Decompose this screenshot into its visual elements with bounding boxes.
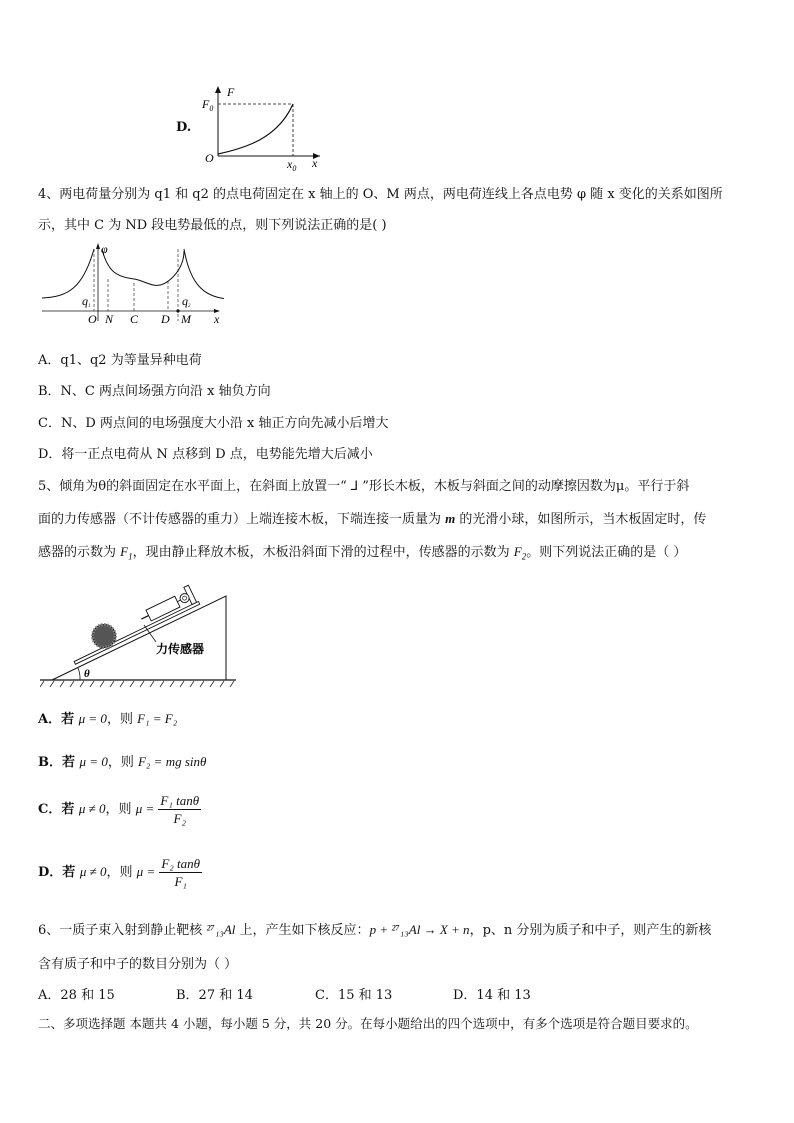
q5-option-a[interactable]: A．若 μ = 0，则 F₁ = F₂ xyxy=(38,711,178,727)
svg-text:φ: φ xyxy=(101,243,108,256)
theta-label: θ xyxy=(84,668,90,680)
q4-option-c[interactable]: C．N、D 两点间的电场强度大小沿 x 轴正方向先减小后增大 xyxy=(38,416,389,431)
q6-option-c[interactable]: C．15 和 13 xyxy=(315,988,393,1003)
svg-text:D: D xyxy=(161,312,170,325)
angle-arc xyxy=(78,668,80,680)
q5-option-d[interactable]: D．若 μ ≠ 0，则 μ = $\frac{\text{F₂ tanθ}}{\text{F₁}}$ xyxy=(38,856,201,889)
q5-stem-line3: 感器的示数为 $F_1$，现由静止释放木板，木板沿斜面下滑的过程中，传感器的示数为 $F_2$。则下列说法正确的是（ ） xyxy=(38,544,687,562)
section2-heading: 二、多项选择题 本题共 4 小题，每小题 5 分，共 20 分。在每小题给出的四个选项中，有多个选项是符合题目要求的。 xyxy=(38,1016,698,1031)
x0-label: $x_0$ xyxy=(287,157,297,172)
svg-text:x: x xyxy=(214,312,220,325)
svg-text:q2: q2 xyxy=(182,294,191,309)
svg-text:N: N xyxy=(105,312,114,325)
q6-stem-line1: 6、一质子束入射到静止靶核 ²⁷₁₃Al 上，产生如下核反应：p + ²⁷₁₃Al → X + n，p、n 分别为质子和中子，则产生的新核 xyxy=(38,922,712,938)
ground-hatch xyxy=(40,681,234,687)
force-displacement-graph xyxy=(196,82,336,172)
q6-option-a[interactable]: A．28 和 15 xyxy=(38,988,115,1003)
q6-option-b[interactable]: B．27 和 14 xyxy=(176,988,253,1003)
force-curve xyxy=(218,104,293,154)
svg-text:M: M xyxy=(181,312,191,325)
origin-label: O xyxy=(205,151,214,165)
force-sensor-body xyxy=(146,596,180,621)
ball xyxy=(93,625,116,648)
option-d-label: D. xyxy=(176,120,192,135)
svg-text:q1: q1 xyxy=(82,294,91,309)
middle-curve xyxy=(102,249,184,285)
q4-option-b[interactable]: B．N、C 两点间场强方向沿 x 轴负方向 xyxy=(38,384,271,399)
left-curve xyxy=(42,249,94,298)
y-axis-arrow xyxy=(215,86,221,93)
right-curve xyxy=(184,249,224,299)
q6-option-d[interactable]: D．14 和 13 xyxy=(453,988,531,1003)
svg-text:O: O xyxy=(88,312,97,325)
q4-option-a[interactable]: A．q1、q2 为等量异种电荷 xyxy=(38,353,202,368)
potential-graph xyxy=(38,243,224,325)
q4-option-d[interactable]: D．将一正点电荷从 N 点移到 D 点，电势能先增大后减小 xyxy=(38,447,373,462)
q5-option-b[interactable]: B．若 μ = 0，则 F₂ = mg sinθ xyxy=(38,754,207,770)
incline xyxy=(52,596,226,680)
force-sensor-label: 力传感器 xyxy=(156,642,205,656)
y-axis-label: F xyxy=(227,85,235,99)
q4-stem-line2: 示，其中 C 为 ND 段电势最低的点，则下列说法正确的是( ) xyxy=(38,218,387,233)
f0-label: $F_0$ xyxy=(202,97,214,113)
q5-d-fraction: $\frac{\text{F₂ tanθ}}{\text{F₁}}$ xyxy=(161,856,201,889)
q5-option-c[interactable]: C．若 μ ≠ 0，则 μ = $\frac{\text{F₁ tanθ}}{\text{F₂}}$ xyxy=(38,793,200,826)
q6-stem-line2: 含有质子和中子的数目分别为（ ） xyxy=(38,957,238,972)
x-axis-label: x xyxy=(312,156,318,170)
svg-text:C: C xyxy=(130,312,139,325)
q4-stem-line1: 4、两电荷量分别为 q1 和 q2 的点电荷固定在 x 轴上的 O、M 两点，两电荷连线上各点电势 φ 随 x 变化的关系如图所 xyxy=(38,187,723,202)
q5-c-fraction: $\frac{\text{F₁ tanθ}}{\text{F₂}}$ xyxy=(160,793,200,826)
q5-stem-line1: 5、倾角为θ的斜面固定在水平面上，在斜面上放置一“ ⅃ ”形长木板，木板与斜面之间的动摩擦因数为μ。平行于斜 xyxy=(38,479,690,494)
q5-stem-line2: 面的力传感器（不计传感器的重力）上端连接木板，下端连接一质量为 m 的光滑小球，如图所示，当木板固定时，传 xyxy=(38,511,707,527)
incline-figure xyxy=(40,578,240,690)
